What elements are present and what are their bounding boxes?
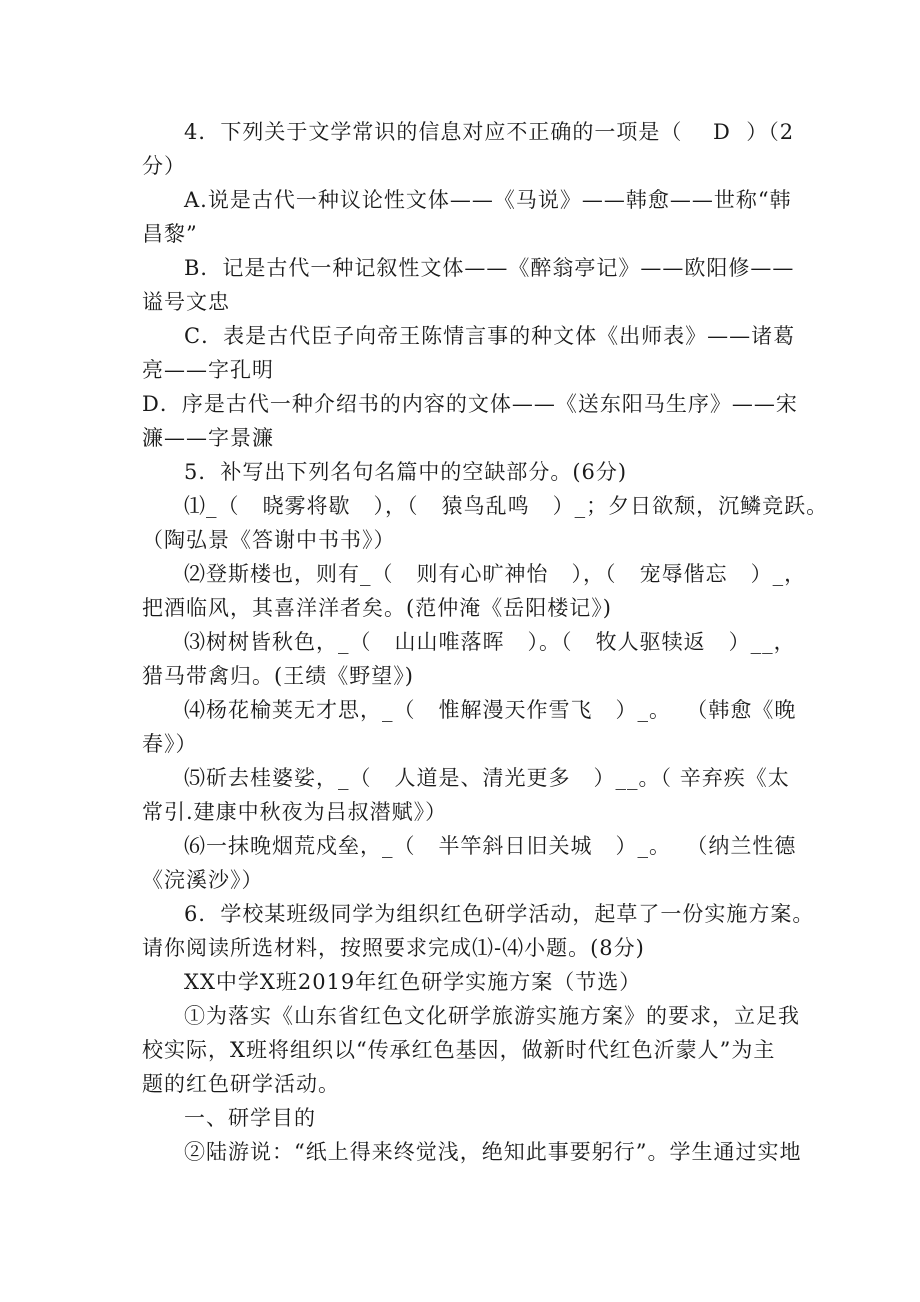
q5-item-3-cont: 猎马带禽归。(王绩《野望》) [142, 664, 414, 688]
plan-paragraph-1: ①为落实《山东省红色文化研学旅游实施方案》的要求，立足我 [184, 1004, 800, 1028]
q5-item-2: ⑵登斯楼也，则有_（ 则有心旷神怡 ），（ 宠辱偕忘 ）_， [184, 562, 807, 586]
plan-paragraph-1-cont2: 题的红色研学活动。 [142, 1072, 340, 1096]
q5-item-6-cont: 《浣溪沙》） [142, 868, 264, 892]
q4-option-c-cont: 亮——字孔明 [142, 358, 274, 382]
plan-title: XX中学X班2019年红色研学实施方案（节选） [184, 970, 642, 994]
q5-item-5-cont: 常引.建康中秋夜为吕叔潜赋》） [142, 800, 448, 824]
section-heading: 一、研学目的 [184, 1106, 316, 1130]
q4-option-b-cont: 谥号文忠 [142, 290, 230, 314]
q5-item-3: ⑶树树皆秋色，_（ 山山唯落晖 ）。（ 牧人驱犊返 ）__， [184, 630, 796, 654]
q5-item-4: ⑷杨花榆荚无才思，_（ 惟解漫天作雪飞 ）_。 （韩愈《晚 [184, 698, 797, 722]
plan-paragraph-1-cont: 校实际，X班将组织以“传承红色基因，做新时代红色沂蒙人”为主 [142, 1038, 776, 1062]
q6-stem: 6．学校某班级同学为组织红色研学活动，起草了一份实施方案。 [184, 902, 815, 926]
q5-item-1-cont: （陶弘景《答谢中书书》） [142, 528, 396, 552]
q4-option-b: B．记是古代一种记叙性文体——《醉翁亭记》——欧阳修—— [184, 256, 795, 280]
q5-stem: 5．补写出下列名句名篇中的空缺部分。(6分) [184, 460, 628, 484]
q5-item-1: ⑴_（ 晓雾将歇 ），（ 猿鸟乱鸣 ）_；夕日欲颓，沉鳞竞跃。 [184, 494, 829, 518]
q4-option-a-cont: 昌黎” [142, 222, 198, 246]
q5-item-4-cont: 春》） [142, 732, 198, 756]
q6-stem-cont: 请你阅读所选材料，按照要求完成⑴-⑷小题。(8分) [142, 936, 645, 960]
q4-option-d-cont: 濂——字景濂 [142, 426, 274, 450]
q4-option-a: A.说是古代一种议论性文体——《马说》——韩愈——世称“韩 [184, 188, 792, 212]
q5-item-2-cont: 把酒临风，其喜洋洋者矣。(范仲淹《岳阳楼记》) [142, 596, 612, 620]
q5-item-5: ⑸斫去桂婆娑，_（ 人道是、清光更多 ）__。（ 辛弃疾《太 [184, 766, 790, 790]
q5-item-6: ⑹一抹晚烟荒戍垒，_（ 半竿斜日旧关城 ）_。 （纳兰性德 [184, 834, 797, 858]
q4-stem: 4．下列关于文学常识的信息对应不正确的一项是（ D ）（2 [184, 120, 795, 144]
q4-stem-cont: 分） [142, 154, 186, 178]
q4-option-c: C．表是古代臣子向帝王陈情言事的种文体《出师表》——诸葛 [184, 324, 796, 348]
q4-option-d: D．序是古代一种介绍书的内容的文体——《送东阳马生序》——宋 [142, 392, 798, 416]
plan-paragraph-2: ②陆游说：“纸上得来终觉浅，绝知此事要躬行”。学生通过实地 [184, 1140, 802, 1164]
